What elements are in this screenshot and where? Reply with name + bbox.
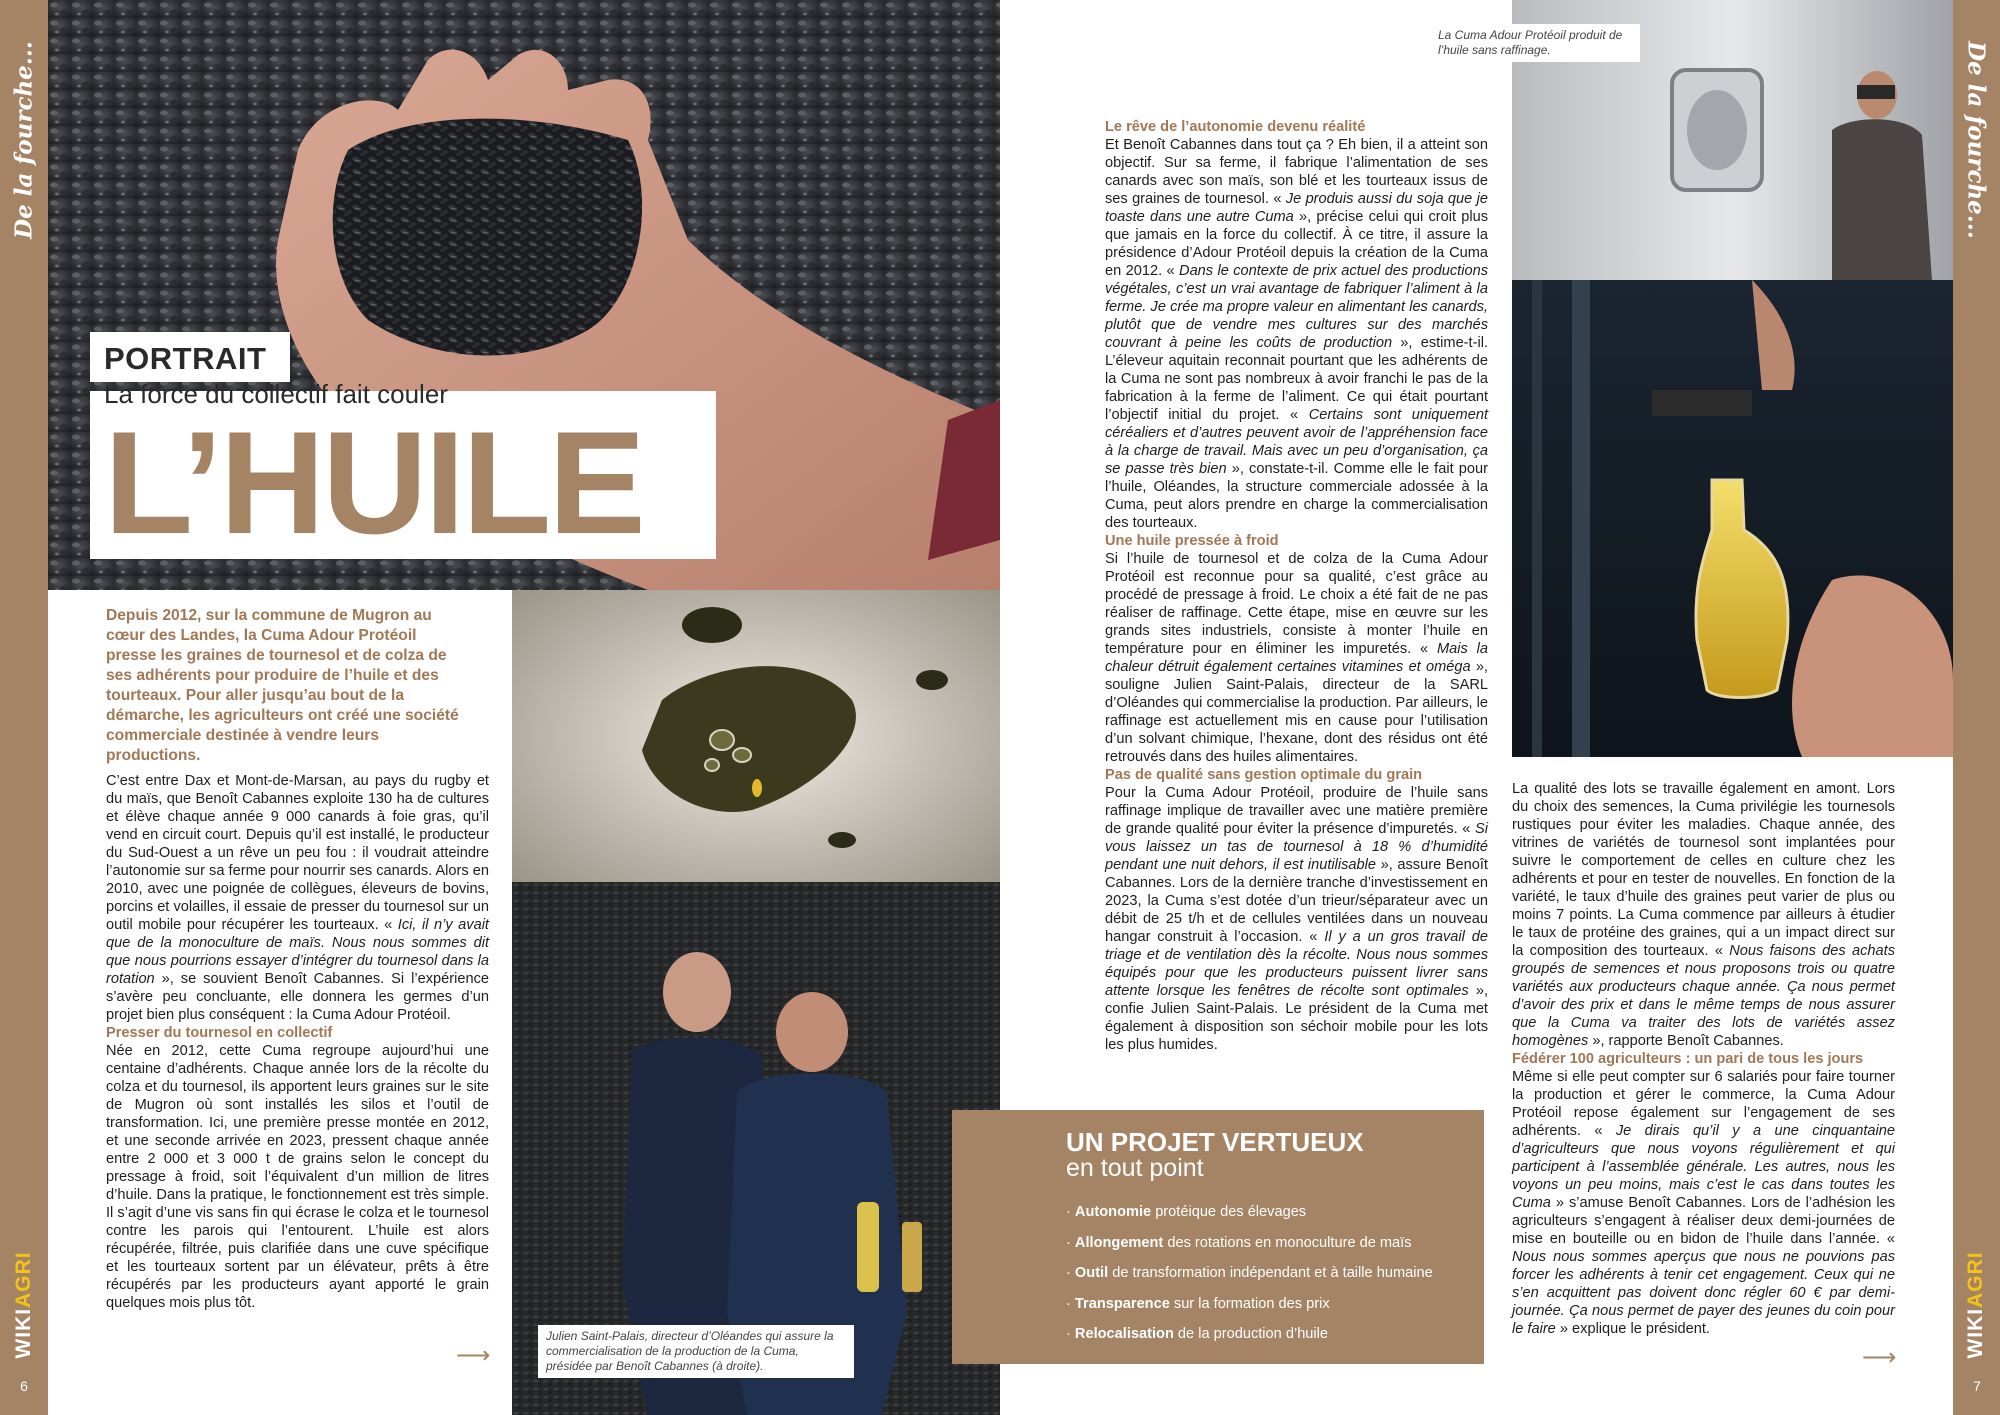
title-main: L’HUILE xyxy=(104,401,643,564)
col2-paragraph-3: Pour la Cuma Adour Protéoil, produire de l’huile sans raffinage implique de travailler avec une matière première de grande qualité pour éviter la présence d’impuretés. « Si vous laissez un tas de tournesol à 18 % d’humidité pendant une nuit dehors, il est inutilisable », assure Benoît Cabannes. Lors de la dernière tranche d’investissement en 2023, la Cuma s’est dotée d’un trieur/séparateur avec un débit de 25 t/h et de cellules ventilées dans un nouveau hangar construit à l’occasion. « Il y a un gros travail de triage et de ventilation dès la récolte. Nous nous sommes équipés pour que les producteurs puissent livrer sans attente lorsque les fenêtres de récolte sont optimales », confie Julien Saint-Palais. Le président de la Cuma met également à disposition son séchoir mobile pour les lots les plus humides. xyxy=(1105,785,1488,1053)
column-1 xyxy=(106,772,489,1312)
col2-heading-3: Pas de qualité sans gestion optimale du grain xyxy=(1105,767,1423,783)
portrait-label: PORTRAIT xyxy=(104,341,267,376)
tank-caption: La Cuma Adour Protéoil produit de l’huile sans raffinage. xyxy=(1430,24,1640,62)
right-section-tag: De la fourche... xyxy=(1962,41,1990,239)
oil-closeup-photo xyxy=(512,590,1000,882)
continue-arrow-left: ⟶ xyxy=(456,1342,491,1369)
continue-arrow-right: ⟶ xyxy=(1862,1344,1897,1371)
box-item: · Autonomie protéique des élevages xyxy=(1066,1204,1307,1220)
box-title: UN PROJET VERTUEUX xyxy=(1066,1127,1364,1157)
oil-bottle-photo xyxy=(1512,280,1953,757)
title-subtitle: La force du collectif fait couler xyxy=(104,379,448,409)
farmers-caption: Julien Saint-Palais, directeur d’Oléandes qui assure la commercialisation de la production de la Cuma, présidée par Benoît Cabannes (à droite). xyxy=(538,1325,854,1378)
portrait-label-box xyxy=(90,332,290,382)
box-item: · Allongement des rotations en monoculture de maïs xyxy=(1066,1234,1412,1251)
column-3 xyxy=(1512,780,1895,1338)
title-block xyxy=(90,379,716,564)
col1-paragraph-1: C’est entre Dax et Mont-de-Marsan, au pays du rugby et du maïs, que Benoît Cabannes exploite 130 ha de cultures et élève chaque année 9 000 canards à foie gras, qu’il vend en circuit court. Depuis qu’il est installé, le producteur du Sud-Ouest a un rêve un peu fou : il voudrait atteindre l’autonomie sur sa ferme pour nourrir ses canards. Alors en 2010, avec une poignée de collègues, éleveurs de bovins, porcins et volailles, il essaie de presser du tournesol sur un outil mobile pour récupérer les tourteaux. « Ici, il n’y avait que de la monoculture de maïs. Nous nous sommes dit que nous pourrions essayer d’intégrer du tournesol dans la rotation », se souvient Benoît Cabannes. Si l’expérience s’avère peu concluante, elle donnera les germes d’un projet bien plus conséquent : la Cuma Adour Protéoil. xyxy=(106,773,489,1023)
col2-paragraph-2: Si l’huile de tournesol et de colza de la Cuma Adour Protéoil est reconnue pour sa qualité, c’est grâce au procédé de pressage à froid. Le choix a été fait de ne pas réaliser de raffinage. Cette étape, mise en œuvre sur les grands sites industriels, consiste à monter l’huile en température pour en éliminer les impuretés. « Mais la chaleur détruit également certaines vitamines et oméga », souligne Julien Saint-Palais, directeur de la SARL d’Oléandes qui commercialise la production. Par ailleurs, le raffinage est actuellement mis en cause pour l’utilisation d’un solvant chimique, l’hexane, dont des résidus ont été retrouvés dans des huiles alimentaires. xyxy=(1105,551,1488,765)
col2-heading-2: Une huile pressée à froid xyxy=(1105,533,1279,549)
right-wikiagri-logo: WIKIAGRI xyxy=(1964,1251,1987,1359)
col1-heading-2: Presser du tournesol en collectif xyxy=(106,1025,333,1041)
box-item: · Transparence sur la formation des prix xyxy=(1066,1295,1330,1312)
page-number-left: 6 xyxy=(20,1378,28,1394)
page-number-right: 7 xyxy=(1973,1378,1981,1394)
box-item: · Outil de transformation indépendant et à taille humaine xyxy=(1066,1265,1433,1281)
virtuous-project-box xyxy=(952,1110,1484,1364)
col2-heading-1: Le rêve de l’autonomie devenu réalité xyxy=(1105,119,1366,135)
lead-paragraph-block xyxy=(106,606,470,766)
col3-heading-2: Fédérer 100 agriculteurs : un pari de tous les jours xyxy=(1512,1051,1864,1067)
lead-paragraph: Depuis 2012, sur la commune de Mugron au cœur des Landes, la Cuma Adour Protéoil presse les graines de tournesol et de colza de ses adhérents pour produire de l’huile et des tourteaux. Pour aller jusqu’au bout de la démarche, les agriculteurs ont créé une société commerciale destinée à vendre leurs productions. xyxy=(106,607,459,764)
box-item: · Relocalisation de la production d’huile xyxy=(1066,1326,1329,1342)
col1-paragraph-2: Née en 2012, cette Cuma regroupe aujourd’hui une centaine d’adhérents. Chaque année lors de la récolte du colza et du tournesol, ils apportent leurs graines sur le site de Mugron où sont installés les silos et l’outil de transformation. Ici, une première presse montée en 2012, et une seconde arrivée en 2023, pressent chaque année entre 2 000 et 3 000 t de grains selon le concept du pressage à froid, soit l’équivalent d’un million de litres d’huile. Dans la pratique, le fonctionnement est très simple. Il s’agit d’une vis sans fin qui écrase le colza et le tournesol contre les parois qui l’entourent. L’huile est alors récupérée, filtrée, puis clarifiée dans une cuve spécifique et les tourteaux sortent par un élévateur, prêts à être récupérés par les producteurs ayant apporté le grain quelques mois plus tôt. xyxy=(106,1043,489,1311)
box-subtitle: en tout point xyxy=(1066,1154,1204,1182)
column-2 xyxy=(1105,118,1488,1054)
col2-paragraph-1: Et Benoît Cabannes dans tout ça ? Eh bien, il a atteint son objectif. Sur sa ferme, il fabrique l’alimentation de ses canards avec son maïs, son blé et les tourteaux issus de ses graines de tournesol. « Je produis aussi du soja que je toaste dans une autre Cuma », précise celui qui croit plus que jamais en la force du collectif. À ce titre, il assure la présidence d’Adour Protéoil depuis la création de la Cuma en 2012. « Dans le contexte de prix actuel des productions végétales, c’est un vrai avantage de fabriquer l’aliment à la ferme. Je crée ma propre valeur en alimentant les canards, plutôt que de vendre mes cultures sur des marchés couvrant à peine les coûts de production », estime-t-il. L’éleveur aquitain reconnait pourtant que les adhérents de la Cuma ne sont pas nombreux à avoir franchi le pas de la fabrication à la ferme de l’aliment. Ce qui était pourtant l’objectif initial du projet. « Certains sont uniquement céréaliers et d’autres peuvent avoir de l’appréhension face à la charge de travail. Mais avec un peu d’organisation, ça se passe très bien », constate-t-il. Comme elle le fait pour l’huile, Oléandes, la structure commerciale adossée à la Cuma, peut alors prendre en charge la commercialisation des tourteaux. xyxy=(1105,137,1488,531)
col3-paragraph-1: La qualité des lots se travaille également en amont. Lors du choix des semences, la Cuma privilégie les tournesols rustiques pour éviter les maladies. Chaque année, des vitrines de variétés de tournesol sont implantées pour suivre le comportement de celles en culture chez les adhérents et pour en tester de nouvelles. En fonction de la variété, le taux d’huile des graines peut varier de plus ou moins 7 points. La Cuma commence par ailleurs à étudier le taux de protéine des graines, qui a un impact direct sur la composition des tourteaux. « Nous faisons des achats groupés de semences et nous proposons trois ou quatre variétés aux producteurs chaque année. Ça nous permet d’avoir des prix et dans le même temps de nous assurer que la Cuma va traiter des lots de variétés assez homogènes », rapporte Benoît Cabannes. xyxy=(1512,781,1895,1049)
col3-paragraph-2: Même si elle peut compter sur 6 salariés pour faire tourner la production et gérer le commerce, la Cuma Adour Protéoil repose également sur l’engagement de ses adhérents. « Je dirais qu’il y a une cinquantaine d’agriculteurs que nous voyons régulièrement et qui participent à l’assemblée générale. Les autres, nous les voyons un peu moins, mais c’est le cas dans toutes les Cuma » s’amuse Benoît Cabannes. Lors de l’adhésion les agriculteurs s’engagent à réaliser deux demi-journées de mise en bouteille ou en bidon de l’huile dans l’année. « Nous nous sommes aperçus que nous ne pouvions pas forcer les adhérents à tenir cet engagement. Ceux qui ne s’en acquittent pas doivent donc régler 60 € par demi-journée. Ça nous permet de payer des jeunes du coin pour le faire » explique le président. xyxy=(1512,1069,1895,1337)
left-wikiagri-logo: WIKIAGRI xyxy=(12,1251,35,1359)
left-section-tag: De la fourche... xyxy=(10,41,38,239)
